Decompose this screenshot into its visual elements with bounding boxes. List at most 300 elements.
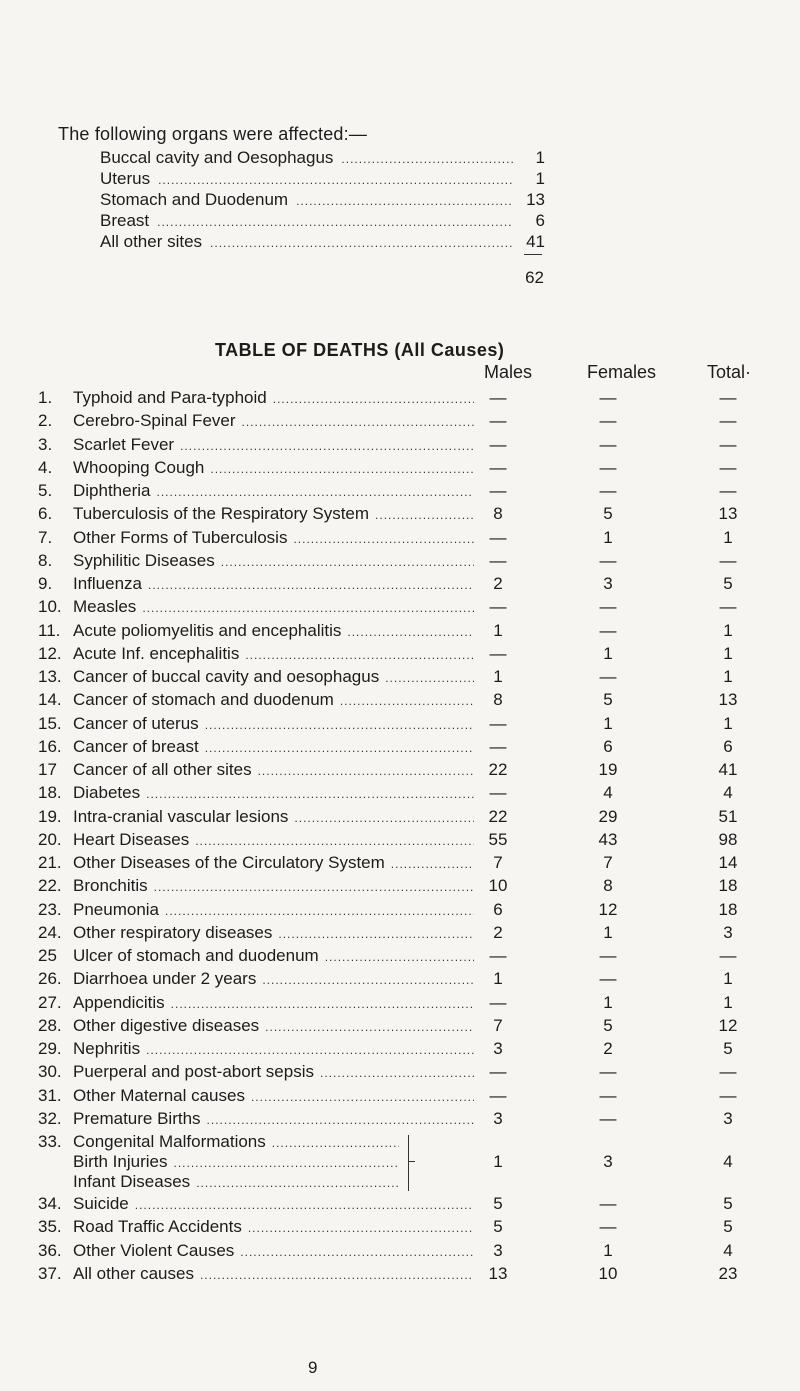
cause-name: Other Violent Causes — [73, 1240, 235, 1260]
total-value: — — [719, 597, 737, 617]
total-value: 3 — [723, 922, 733, 942]
females-value: 4 — [603, 783, 613, 803]
deaths-table — [0, 388, 800, 1287]
table-row — [0, 714, 800, 737]
table-row — [0, 1132, 800, 1194]
cause-cell — [73, 830, 478, 850]
males-value: — — [489, 783, 507, 803]
cause-cell — [73, 411, 478, 431]
males-value: 22 — [488, 806, 508, 826]
males-value: 3 — [493, 1108, 503, 1128]
organs-total: 62 — [525, 268, 544, 287]
dot-leader — [341, 152, 513, 166]
dot-leader — [325, 950, 474, 964]
dot-leader — [157, 485, 475, 499]
dot-leader — [195, 834, 474, 848]
table-row — [0, 574, 800, 597]
cause-name: Syphilitic Diseases — [73, 550, 215, 570]
row-number: 14. — [38, 690, 62, 710]
females-value: — — [599, 1194, 617, 1213]
table-row — [0, 923, 800, 946]
table-row — [0, 1062, 800, 1085]
cause-name: Scarlet Fever — [73, 434, 175, 454]
dot-leader — [210, 236, 513, 250]
cause-cell — [73, 969, 478, 989]
total-value: — — [719, 1085, 737, 1105]
row-number: 32. — [38, 1108, 62, 1128]
row-number: 21. — [38, 853, 62, 872]
cause-cell — [73, 876, 478, 896]
organ-value: 1 — [535, 169, 545, 188]
males-value: 5 — [493, 1194, 503, 1213]
cause-name: Cancer of buccal cavity and oesophagus — [73, 667, 380, 686]
table-row — [0, 1217, 800, 1240]
header-total: Total· — [707, 362, 752, 382]
cause-name: Cancer of all other sites — [73, 760, 252, 779]
table-row — [0, 458, 800, 481]
males-value: 13 — [488, 1263, 508, 1283]
cause-cell — [73, 1194, 478, 1214]
cause-name: Infant Diseases — [73, 1172, 191, 1191]
total-value: 4 — [723, 783, 733, 803]
dot-leader — [262, 973, 474, 987]
cause-name: Tuberculosis of the Respiratory System — [73, 504, 370, 524]
total-value: 1 — [723, 620, 733, 640]
organs-list — [100, 148, 545, 253]
males-value: — — [489, 1085, 507, 1105]
females-value: 1 — [603, 713, 613, 733]
dot-leader — [171, 997, 474, 1011]
total-value: — — [719, 481, 737, 500]
dot-leader — [148, 578, 474, 592]
cause-cell — [73, 435, 478, 455]
cause-name: Typhoid and Para-typhoid — [73, 388, 267, 407]
cause-cell — [73, 807, 478, 827]
organ-label: Stomach and Duodenum — [100, 190, 289, 209]
cause-line — [73, 1152, 403, 1172]
females-value: — — [599, 620, 617, 640]
row-number: 5. — [38, 481, 53, 500]
table-row — [0, 597, 800, 620]
females-value: 1 — [603, 1240, 613, 1260]
females-value: 1 — [603, 527, 613, 547]
dot-leader — [245, 648, 474, 662]
cause-cell — [73, 1086, 478, 1106]
cause-cell — [73, 1039, 478, 1059]
dot-leader — [146, 1043, 474, 1057]
cause-cell — [73, 737, 478, 757]
table-row — [0, 1086, 800, 1109]
table-row — [0, 621, 800, 644]
cause-name: Birth Injuries — [73, 1152, 168, 1171]
males-value: 3 — [493, 1240, 503, 1260]
sum-rule — [524, 254, 542, 255]
table-row — [0, 1264, 800, 1287]
females-value: — — [599, 1062, 617, 1082]
dot-leader — [375, 508, 474, 522]
dot-leader — [205, 741, 474, 755]
row-number: 18. — [38, 783, 62, 803]
cause-name: Measles — [73, 597, 137, 617]
dot-leader — [242, 415, 474, 429]
females-value: — — [599, 1217, 617, 1237]
row-number: 23. — [38, 899, 62, 919]
table-row — [0, 807, 800, 830]
females-value: 43 — [598, 829, 618, 849]
dot-leader — [157, 215, 513, 229]
dot-leader — [391, 857, 474, 871]
cause-cell — [73, 644, 478, 664]
cause-group — [73, 1132, 403, 1192]
row-number: 11. — [38, 620, 61, 640]
cause-name: Nephritis — [73, 1039, 141, 1058]
cause-cell — [73, 597, 478, 617]
total-value: 4 — [723, 1152, 733, 1171]
cause-name: Diarrhoea under 2 years — [73, 969, 257, 989]
total-value: — — [719, 457, 737, 477]
males-value: — — [489, 457, 507, 477]
total-value: — — [719, 434, 737, 454]
table-row — [0, 551, 800, 574]
dot-leader — [205, 718, 474, 732]
row-number: 37. — [38, 1263, 62, 1283]
total-value: — — [719, 388, 737, 407]
table-row — [0, 388, 800, 411]
row-number: 36. — [38, 1240, 62, 1260]
males-value: 22 — [488, 760, 508, 779]
females-value: — — [599, 1085, 617, 1105]
males-value: — — [489, 736, 507, 756]
organ-value: 13 — [526, 190, 545, 209]
organ-row — [100, 169, 545, 190]
cause-name: Intra-cranial vascular lesions — [73, 806, 289, 826]
females-value: 5 — [603, 690, 613, 710]
row-number: 10. — [38, 597, 62, 617]
total-value: — — [719, 946, 737, 965]
total-value: 5 — [723, 1039, 733, 1058]
cause-cell — [73, 504, 478, 524]
dot-leader — [347, 625, 474, 639]
dot-leader — [251, 1090, 474, 1104]
table-row — [0, 853, 800, 876]
table-row — [0, 644, 800, 667]
total-value: — — [719, 411, 737, 431]
page-number: 9 — [308, 1358, 318, 1377]
total-value: 1 — [723, 643, 733, 663]
cause-cell — [73, 1264, 478, 1284]
cause-name: Other respiratory diseases — [73, 922, 273, 942]
organ-row — [100, 211, 545, 232]
row-number: 27. — [38, 992, 62, 1012]
table-row — [0, 876, 800, 899]
males-value: — — [489, 1062, 507, 1082]
table-row — [0, 481, 800, 504]
dot-leader — [293, 532, 474, 546]
row-number: 17 — [38, 760, 57, 779]
row-number: 8. — [38, 550, 53, 570]
females-value: — — [599, 388, 617, 407]
cause-cell — [73, 714, 478, 734]
females-value: — — [599, 667, 617, 686]
males-value: — — [489, 946, 507, 965]
row-number: 22. — [38, 876, 62, 896]
intro-text: The following organs were affected:— — [58, 124, 368, 144]
males-value: — — [489, 481, 507, 500]
cause-name: Suicide — [73, 1194, 129, 1213]
total-value: 1 — [723, 667, 733, 686]
cause-name: Cancer of stomach and duodenum — [73, 690, 334, 710]
cause-cell — [73, 388, 478, 408]
dot-leader — [296, 194, 513, 208]
females-value: 1 — [603, 922, 613, 942]
dot-leader — [272, 1136, 399, 1150]
dot-leader — [320, 1066, 474, 1080]
table-row — [0, 667, 800, 690]
males-value: — — [489, 434, 507, 454]
table-row — [0, 760, 800, 783]
males-value: 7 — [493, 853, 503, 872]
cause-cell — [73, 900, 478, 920]
cause-cell — [73, 1062, 478, 1082]
cause-name: Cancer of uterus — [73, 713, 199, 733]
bracket — [402, 1135, 409, 1191]
dot-leader — [158, 173, 513, 187]
males-value: 6 — [493, 899, 503, 919]
females-value: — — [599, 481, 617, 500]
cause-name: All other causes — [73, 1263, 194, 1283]
row-number: 1. — [38, 388, 53, 407]
males-value: — — [489, 713, 507, 733]
females-value: 5 — [603, 504, 613, 524]
cause-cell — [73, 481, 478, 501]
row-number: 33. — [38, 1132, 62, 1151]
table-row — [0, 993, 800, 1016]
organ-value: 6 — [535, 211, 545, 230]
males-value: 1 — [493, 667, 503, 686]
table-row — [0, 435, 800, 458]
cause-cell — [73, 760, 478, 780]
females-value: — — [599, 457, 617, 477]
males-value: — — [489, 388, 507, 407]
males-value: 2 — [493, 574, 503, 593]
total-value: 98 — [718, 829, 738, 849]
organ-value: 41 — [526, 232, 545, 251]
table-row — [0, 690, 800, 713]
cause-cell — [73, 1217, 478, 1237]
organ-row — [100, 232, 545, 253]
cause-name: Congenital Malformations — [73, 1132, 266, 1151]
cause-name: Road Traffic Accidents — [73, 1217, 242, 1237]
males-value: 1 — [493, 1152, 503, 1171]
females-value: 5 — [603, 1015, 613, 1035]
table-row — [0, 783, 800, 806]
dot-leader — [385, 671, 474, 685]
cause-cell — [73, 783, 478, 803]
dot-leader — [146, 787, 474, 801]
cause-cell — [73, 946, 478, 966]
cause-cell — [73, 551, 478, 571]
total-value: 5 — [723, 1217, 733, 1237]
females-value: — — [599, 597, 617, 617]
row-number: 3. — [38, 434, 53, 454]
table-row — [0, 737, 800, 760]
dot-leader — [273, 392, 474, 406]
table-row — [0, 1241, 800, 1264]
total-value: 5 — [723, 574, 733, 593]
cause-name: Other Maternal causes — [73, 1085, 245, 1105]
cause-cell — [73, 1241, 478, 1261]
females-value: — — [599, 411, 617, 431]
row-number: 29. — [38, 1039, 62, 1058]
organ-label: Buccal cavity and Oesophagus — [100, 148, 334, 167]
organ-label: Uterus — [100, 169, 151, 188]
males-value: — — [489, 597, 507, 617]
females-value: — — [599, 550, 617, 570]
row-number: 6. — [38, 504, 53, 524]
row-number: 4. — [38, 457, 53, 477]
dot-leader — [210, 462, 474, 476]
cause-name: Other Diseases of the Circulatory System — [73, 853, 385, 872]
cause-name: Puerperal and post-abort sepsis — [73, 1062, 314, 1082]
females-value: 1 — [603, 643, 613, 663]
cause-cell — [73, 621, 478, 641]
total-value: 12 — [718, 1015, 738, 1035]
row-number: 2. — [38, 411, 53, 431]
table-row — [0, 1039, 800, 1062]
cause-line — [73, 1132, 403, 1152]
males-value: 8 — [493, 504, 503, 524]
females-value: 10 — [598, 1263, 618, 1283]
total-value: 1 — [723, 969, 733, 989]
cause-name: Pneumonia — [73, 899, 160, 919]
cause-cell — [73, 853, 478, 873]
males-value: 2 — [493, 922, 503, 942]
cause-name: Acute Inf. encephalitis — [73, 643, 240, 663]
females-value: — — [599, 946, 617, 965]
cause-cell — [73, 528, 478, 548]
row-number: 16. — [38, 736, 62, 756]
females-value: 12 — [598, 899, 618, 919]
row-number: 24. — [38, 922, 62, 942]
total-value: 18 — [718, 876, 738, 896]
total-value: 13 — [718, 504, 738, 524]
females-value: — — [599, 969, 617, 989]
dot-leader — [207, 1113, 474, 1127]
total-value: — — [719, 550, 737, 570]
cause-cell — [73, 923, 478, 943]
males-value: — — [489, 992, 507, 1012]
header-males: Males — [484, 362, 533, 382]
cause-cell — [73, 690, 478, 710]
cause-name: Bronchitis — [73, 876, 148, 896]
table-row — [0, 969, 800, 992]
table-row — [0, 1109, 800, 1132]
organ-value: 1 — [535, 148, 545, 167]
cause-name: Cerebro-Spinal Fever — [73, 411, 236, 431]
dot-leader — [294, 811, 474, 825]
females-value: 8 — [603, 876, 613, 896]
total-value: 13 — [718, 690, 738, 710]
row-number: 9. — [38, 574, 53, 593]
females-value: — — [599, 1108, 617, 1128]
dot-leader — [248, 1221, 474, 1235]
header-females: Females — [587, 362, 657, 382]
total-value: 1 — [723, 527, 733, 547]
total-value: 1 — [723, 713, 733, 733]
organ-label: All other sites — [100, 232, 203, 251]
dot-leader — [200, 1268, 474, 1282]
cause-name: Acute poliomyelitis and encephalitis — [73, 620, 342, 640]
females-value: 2 — [603, 1039, 613, 1058]
row-number: 13. — [38, 667, 62, 686]
cause-name: Influenza — [73, 574, 142, 593]
organ-label: Breast — [100, 211, 150, 230]
dot-leader — [142, 601, 474, 615]
dot-leader — [221, 555, 474, 569]
dot-leader — [165, 904, 474, 918]
row-number: 28. — [38, 1015, 62, 1035]
females-value: 6 — [603, 736, 613, 756]
males-value: — — [489, 550, 507, 570]
cause-cell — [73, 1016, 478, 1036]
dot-leader — [240, 1245, 474, 1259]
row-number: 30. — [38, 1062, 62, 1082]
dot-leader — [173, 1156, 399, 1170]
cause-name: Heart Diseases — [73, 829, 190, 849]
males-value: — — [489, 411, 507, 431]
organ-row — [100, 148, 545, 169]
table-row — [0, 411, 800, 434]
total-value: 23 — [718, 1263, 738, 1283]
males-value: 7 — [493, 1015, 503, 1035]
males-value: 5 — [493, 1217, 503, 1237]
cause-cell — [73, 1109, 478, 1129]
cause-cell — [73, 667, 478, 687]
males-value: 55 — [488, 829, 508, 849]
row-number: 20. — [38, 829, 62, 849]
males-value: — — [489, 527, 507, 547]
males-value: 10 — [488, 876, 508, 896]
cause-name: Diabetes — [73, 783, 141, 803]
table-row — [0, 528, 800, 551]
females-value: 3 — [603, 1152, 613, 1171]
females-value: 1 — [603, 992, 613, 1012]
cause-name: Other digestive diseases — [73, 1015, 260, 1035]
males-value: 3 — [493, 1039, 503, 1058]
row-number: 7. — [38, 527, 53, 547]
cause-name: Other Forms of Tuberculosis — [73, 527, 288, 547]
males-value: — — [489, 643, 507, 663]
dot-leader — [258, 764, 474, 778]
total-value: 41 — [718, 760, 738, 779]
row-number: 25 — [38, 946, 57, 965]
dot-leader — [265, 1020, 474, 1034]
table-title: TABLE OF DEATHS (All Causes) — [215, 340, 505, 360]
dot-leader — [196, 1176, 399, 1190]
females-value: — — [599, 434, 617, 454]
males-value: 8 — [493, 690, 503, 710]
females-value: 7 — [603, 853, 613, 872]
cause-name: Cancer of breast — [73, 736, 199, 756]
cause-cell — [73, 574, 478, 594]
cause-name: Diphtheria — [73, 481, 151, 500]
table-row — [0, 946, 800, 969]
dot-leader — [154, 880, 474, 894]
table-row — [0, 1016, 800, 1039]
table-row — [0, 1194, 800, 1217]
row-number: 31. — [38, 1085, 62, 1105]
total-value: 18 — [718, 899, 738, 919]
